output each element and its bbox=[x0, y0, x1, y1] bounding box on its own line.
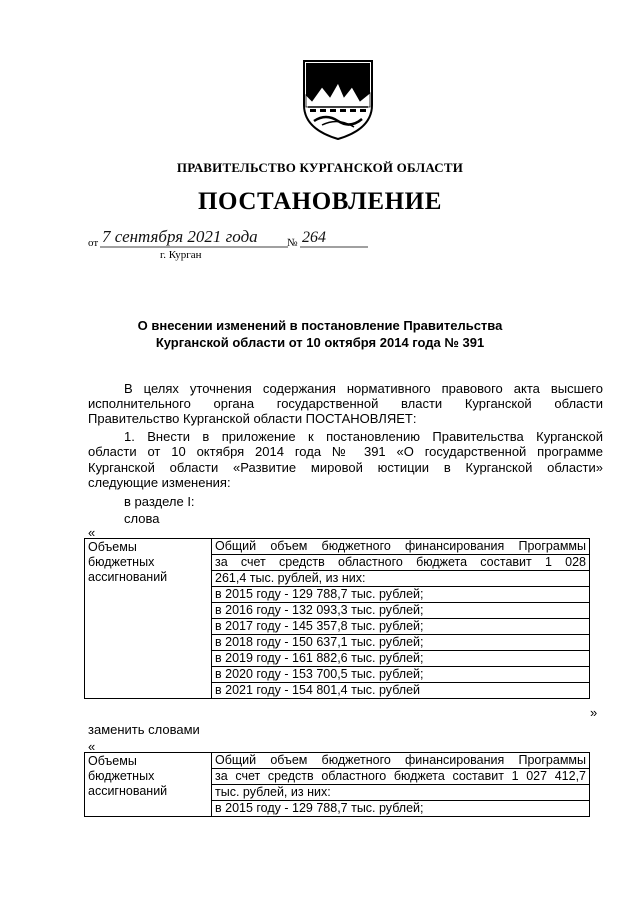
government-name: ПРАВИТЕЛЬСТВО КУРГАНСКОЙ ОБЛАСТИ bbox=[176, 160, 464, 175]
replace-with-label: заменить словами bbox=[88, 722, 200, 737]
table-line: в 2019 году - 161 882,6 тыс. рублей; bbox=[212, 651, 589, 667]
table-line: в 2020 году - 153 700,5 тыс. рублей; bbox=[212, 667, 589, 683]
table-line: за счет средств областного бюджета составит 1 027 412,7 bbox=[212, 769, 589, 785]
document-subject bbox=[0, 317, 640, 351]
city-name: г. Курган bbox=[160, 249, 202, 261]
table-line: в 2017 году - 145 357,8 тыс. рублей; bbox=[212, 619, 589, 635]
paragraph-1-line-3: Правительство Курганской области ПОСТАНОВЛЯЕТ: bbox=[88, 411, 417, 426]
subject-line-2: Курганской области от 10 октября 2014 года № 391 bbox=[155, 335, 485, 350]
quote-open-1: « bbox=[88, 525, 96, 540]
table-line: в 2018 году - 150 637,1 тыс. рублей; bbox=[212, 635, 589, 651]
section-reference: в разделе I: bbox=[124, 494, 195, 509]
paragraph-1-line-2: исполнительного органа государственной власти Курганской области bbox=[88, 396, 603, 411]
date-number-line bbox=[88, 227, 378, 267]
number-prefix: № bbox=[287, 237, 298, 249]
paragraph-2-line-2: области от 10 октября 2014 года № 391 «О государственной программе bbox=[88, 444, 603, 459]
table-line: Общий объем бюджетного финансирования Программы bbox=[212, 539, 589, 555]
table-value-cell bbox=[212, 539, 590, 699]
table-line: в 2015 году - 129 788,7 тыс. рублей; bbox=[215, 801, 424, 815]
table-line: 261,4 тыс. рублей, из них: bbox=[212, 571, 589, 587]
kurgan-region-emblem-icon bbox=[300, 57, 376, 141]
words-label: слова bbox=[124, 511, 160, 526]
paragraph-2-line-3: Курганской области «Развитие мировой юстиции в Курганской области» bbox=[88, 460, 603, 475]
quote-close-1: » bbox=[590, 705, 598, 720]
table-line: тыс. рублей, из них: bbox=[212, 785, 589, 801]
handwritten-number: 264 bbox=[302, 229, 326, 246]
table-line: в 2021 году - 154 801,4 тыс. рублей bbox=[215, 683, 421, 697]
document-type-title: ПОСТАНОВЛЕНИЕ bbox=[197, 188, 443, 215]
budget-table-old bbox=[84, 538, 590, 699]
handwritten-date: 7 сентября 2021 года bbox=[102, 227, 258, 246]
quote-open-2: « bbox=[88, 739, 96, 754]
table-label-cell: Объемы бюджетных ассигнований bbox=[85, 753, 212, 817]
paragraph-1-line-1: В целях уточнения содержания нормативного правового акта высшего bbox=[124, 381, 603, 396]
table-label-cell: Объемы бюджетных ассигнований bbox=[85, 539, 212, 699]
table-line: Общий объем бюджетного финансирования Программы bbox=[212, 753, 589, 769]
table-line: за счет средств областного бюджета составит 1 028 bbox=[212, 555, 589, 571]
table-line: в 2015 году - 129 788,7 тыс. рублей; bbox=[212, 587, 589, 603]
paragraph-2-line-4: следующие изменения: bbox=[88, 475, 231, 490]
subject-line-1: О внесении изменений в постановление Правительства bbox=[137, 318, 503, 333]
table-line: в 2016 году - 132 093,3 тыс. рублей; bbox=[212, 603, 589, 619]
table-value-cell bbox=[212, 753, 590, 817]
number-underline bbox=[300, 245, 370, 249]
paragraph-2-line-1: 1. Внести в приложение к постановлению Правительства Курганской bbox=[124, 429, 603, 444]
budget-table-new bbox=[84, 752, 590, 817]
date-prefix: от bbox=[88, 237, 99, 249]
